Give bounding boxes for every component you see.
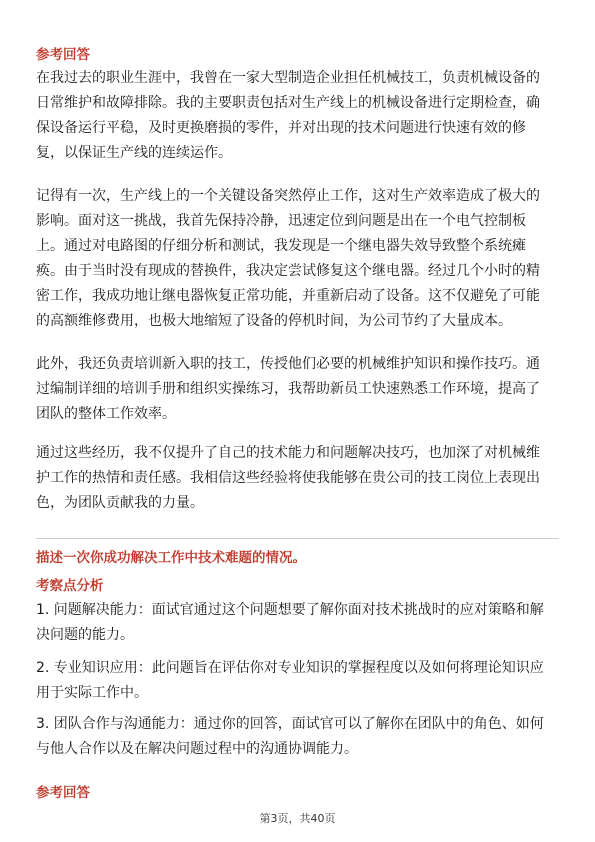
page-number: 第3页，共40页	[259, 812, 336, 825]
analysis-item-2	[36, 656, 561, 706]
text-line: 的高额维修费用，也极大地缩短了设备的停机时间，为公司节约了大量成本。	[36, 313, 512, 329]
question-heading: 描述一次你成功解决工作中技术难题的情况。	[36, 550, 306, 566]
text-line: 过编制详细的培训手册和组织实操练习，我帮助新员工快速熟悉工作环境，提高了	[36, 381, 540, 397]
text-line: 影响。面对这一挑战，我首先保持冷静，迅速定位到问题是出在一个电气控制板	[36, 213, 526, 229]
answer-paragraph-1	[36, 66, 561, 166]
text-line: 在我过去的职业生涯中，我曾在一家大型制造企业担任机械技工，负责机械设备的	[36, 70, 540, 86]
answer-heading: 参考回答	[36, 47, 90, 63]
answer-paragraph-4	[36, 441, 561, 516]
text-line: 用于实际工作中。	[36, 685, 148, 701]
text-line: 密工作，我成功地让继电器恢复正常功能，并重新启动了设备。这不仅避免了可能	[36, 288, 540, 304]
text-line: 上。通过对电路图的仔细分析和测试，我发现是一个继电器失效导致整个系统瘫	[36, 238, 526, 254]
text-line: 色，为团队贡献我的力量。	[36, 495, 204, 511]
answer-paragraph-3	[36, 352, 561, 427]
text-line: 与他人合作以及在解决问题过程中的沟通协调能力。	[36, 741, 358, 757]
text-line: 团队的整体工作效率。	[36, 406, 176, 422]
text-line: 护工作的热情和责任感。我相信这些经验将使我能够在贵公司的技工岗位上表现出	[36, 470, 540, 486]
text-line: 保设备运行平稳，及时更换磨损的零件，并对出现的技术问题进行快速有效的修	[36, 120, 526, 136]
text-line: 决问题的能力。	[36, 627, 134, 643]
answer-heading-2: 参考回答	[36, 785, 90, 801]
analysis-item-1	[36, 598, 561, 648]
text-line: 3. 团队合作与沟通能力：通过你的回答，面试官可以了解你在团队中的角色、如何	[36, 716, 544, 732]
text-line: 2. 专业知识应用：此问题旨在评估你对专业知识的掌握程度以及如何将理论知识应	[36, 660, 544, 676]
text-line: 记得有一次，生产线上的一个关键设备突然停止工作，这对生产效率造成了极大的	[36, 188, 540, 204]
text-line: 1. 问题解决能力：面试官通过这个问题想要了解你面对技术挑战时的应对策略和解	[36, 602, 544, 618]
answer-paragraph-2	[36, 184, 561, 334]
text-line: 痪。由于当时没有现成的替换件，我决定尝试修复这个继电器。经过几个小时的精	[36, 263, 540, 279]
text-line: 日常维护和故障排除。我的主要职责包括对生产线上的机械设备进行定期检查，确	[36, 95, 540, 111]
analysis-item-3	[36, 712, 561, 762]
text-line: 此外，我还负责培训新入职的技工，传授他们必要的机械维护知识和操作技巧。通	[36, 356, 540, 372]
text-line: 通过这些经历，我不仅提升了自己的技术能力和问题解决技巧，也加深了对机械维	[36, 445, 540, 461]
analysis-heading: 考察点分析	[36, 578, 104, 594]
text-line: 复，以保证生产线的连续运作。	[36, 145, 232, 161]
section-divider	[36, 538, 559, 539]
